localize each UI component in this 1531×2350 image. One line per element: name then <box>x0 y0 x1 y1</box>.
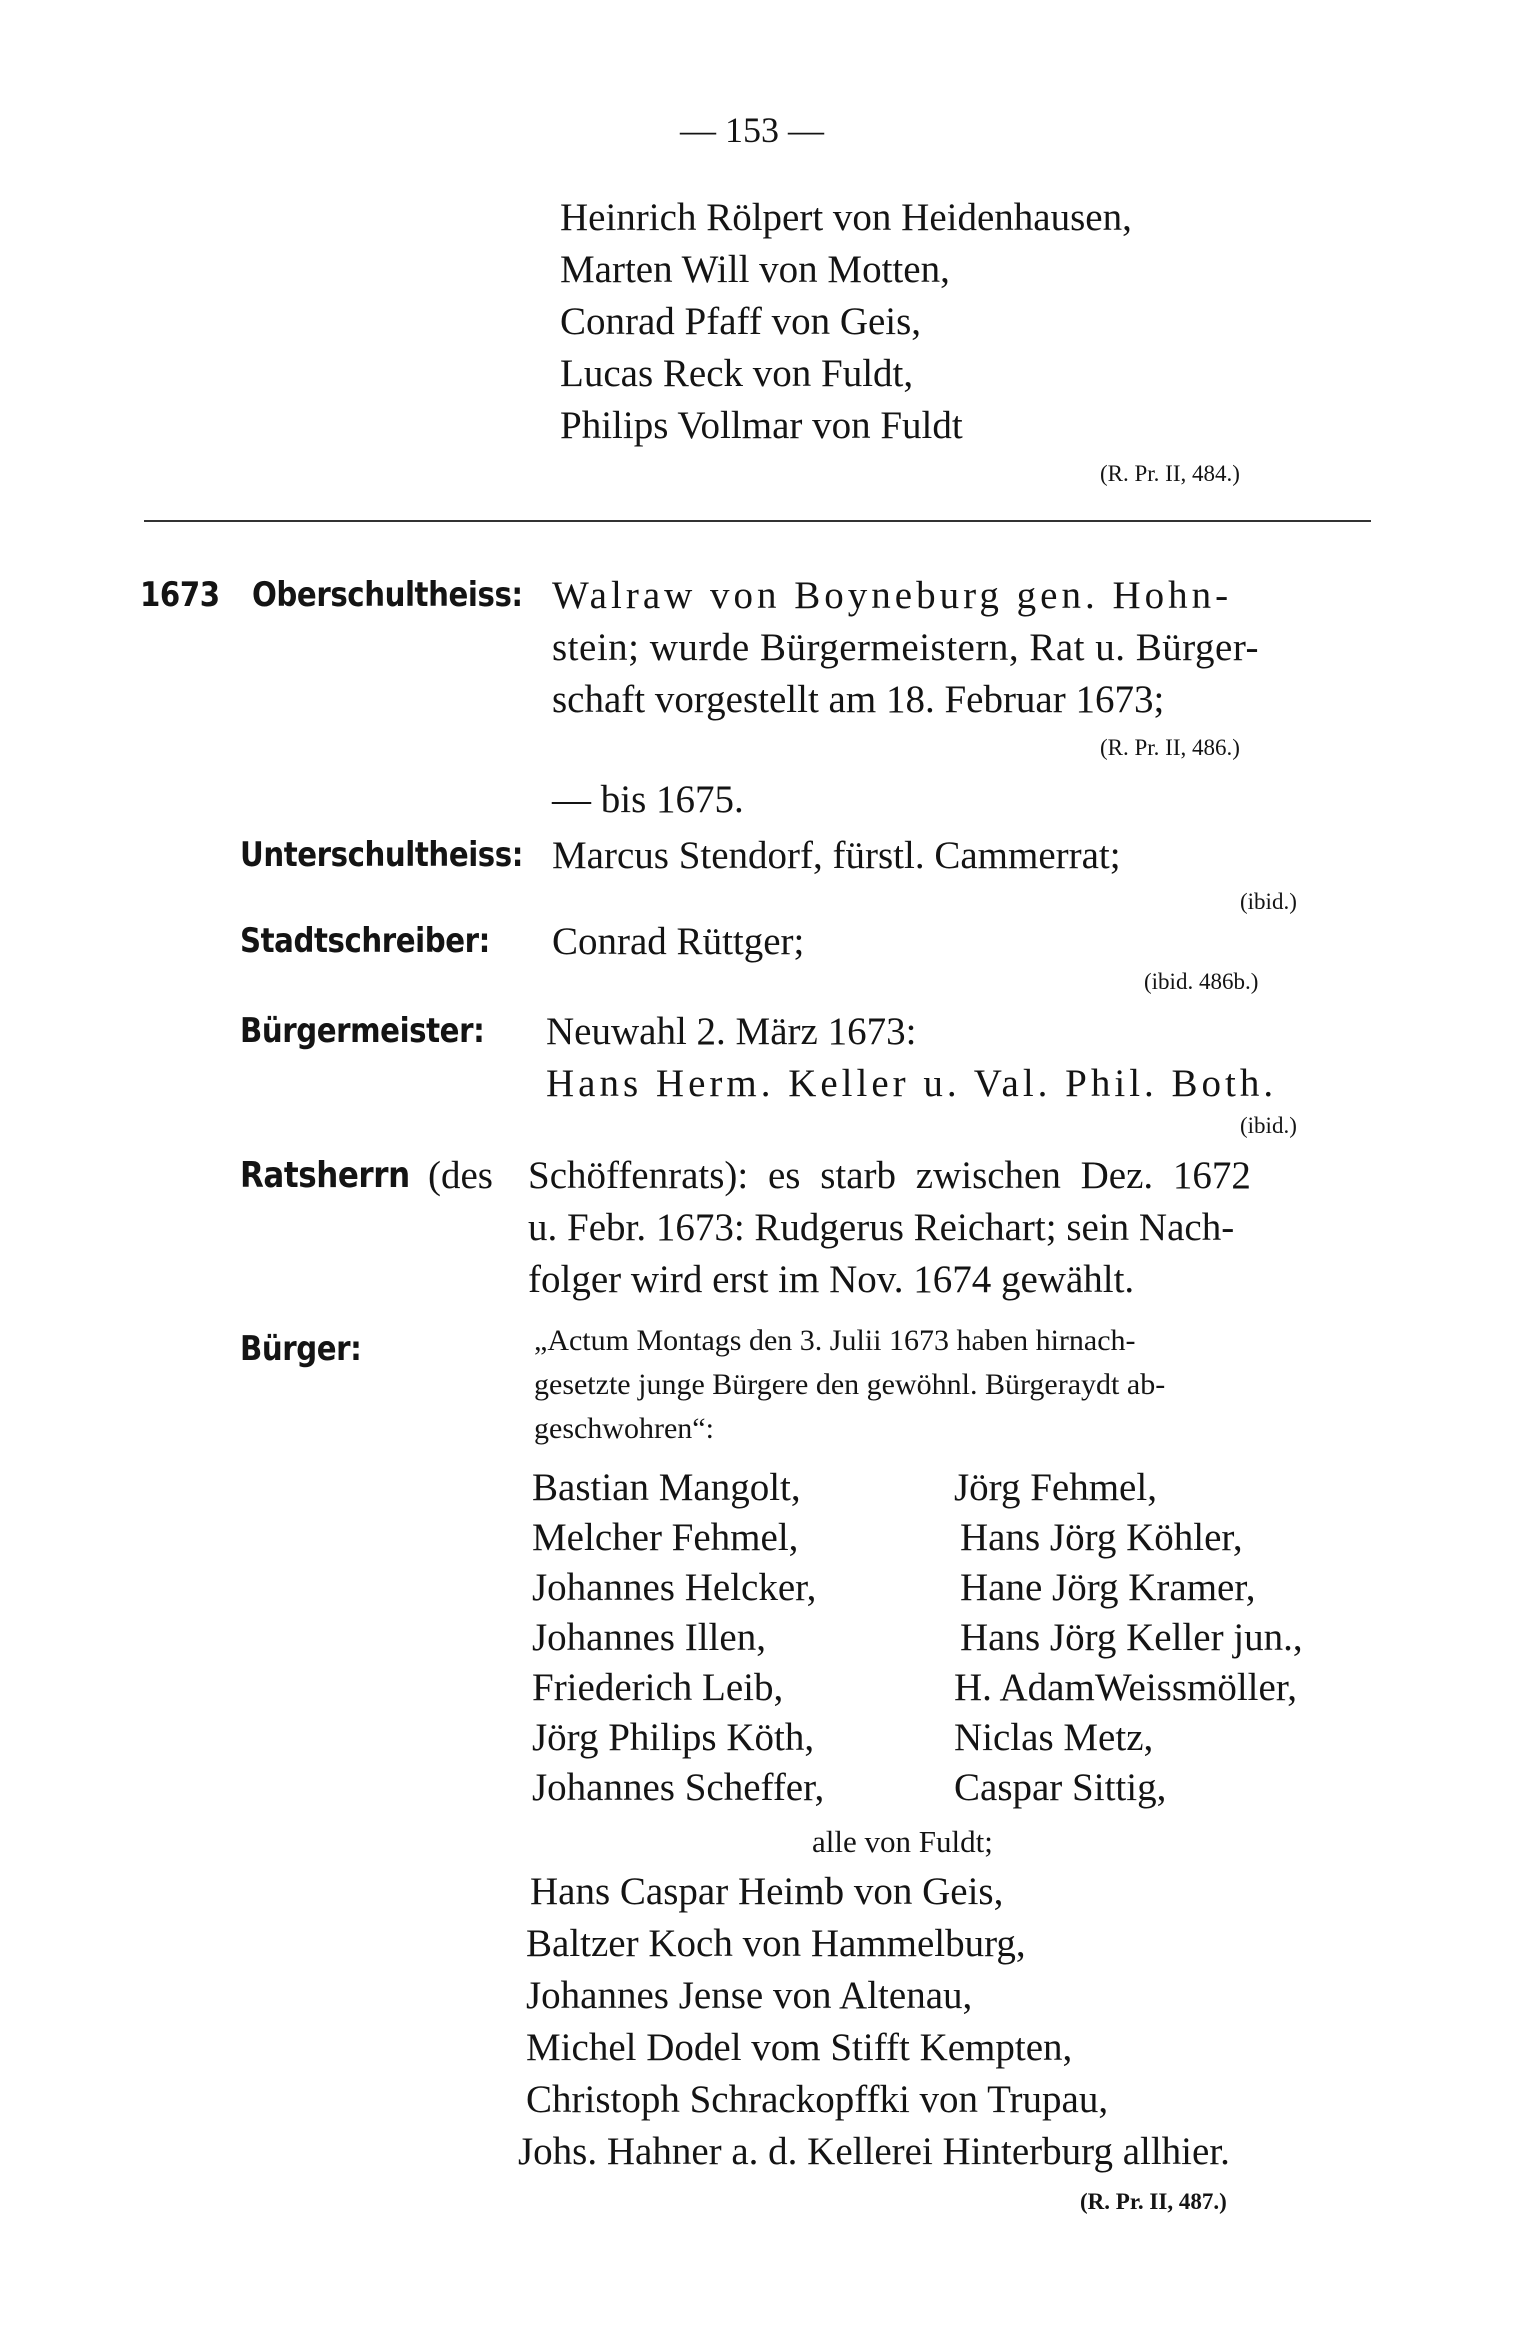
name-right: Jörg Fehmel, <box>954 1466 1157 1509</box>
section-divider <box>144 520 1371 522</box>
buerger-label: Bürger: <box>240 1329 362 1369</box>
name-line: Christoph Schrackopffki von Trupau, <box>526 2078 1109 2121</box>
name-line: Johannes Jense von Altenau, <box>526 1974 973 2017</box>
unterschultheiss-label: Unterschultheiss: <box>240 835 524 875</box>
year-label: 1673 <box>140 575 220 615</box>
name-left: Johannes Helcker, <box>532 1566 817 1609</box>
reference-citation: (ibid.) <box>1240 889 1297 914</box>
oberschultheiss-text: — bis 1675. <box>552 778 744 821</box>
name-line: Philips Vollmar von Fuldt <box>560 404 963 447</box>
name-right: Hans Jörg Keller jun., <box>960 1616 1303 1659</box>
buergermeister-label: Bürgermeister: <box>240 1011 485 1051</box>
name-right: Hans Jörg Köhler, <box>960 1516 1243 1559</box>
ratsherrn-label: Ratsherrn <box>240 1155 410 1196</box>
buergermeister-text: Hans Herm. Keller u. Val. Phil. Both. <box>546 1062 1278 1105</box>
name-right: Hane Jörg Kramer, <box>960 1566 1256 1609</box>
oberschultheiss-label: Oberschultheiss: <box>252 575 523 615</box>
name-right: H. AdamWeissmöller, <box>954 1666 1298 1709</box>
name-line: Marten Will von Motten, <box>560 248 950 291</box>
stadtschreiber-label: Stadtschreiber: <box>240 921 490 961</box>
stadtschreiber-text: Conrad Rüttger; <box>552 920 805 963</box>
oberschultheiss-text: stein; wurde Bürgermeistern, Rat u. Bürger- <box>552 626 1260 669</box>
reference-citation: (ibid. 486b.) <box>1144 969 1259 994</box>
name-right: Niclas Metz, <box>954 1716 1154 1759</box>
oberschultheiss-text: Walraw von Boyneburg gen. Hohn- <box>552 574 1233 617</box>
name-right: Caspar Sittig, <box>954 1766 1167 1809</box>
name-left: Melcher Fehmel, <box>532 1516 799 1559</box>
ratsherrn-text: folger wird erst im Nov. 1674 gewählt. <box>528 1258 1135 1301</box>
name-left: Johannes Scheffer, <box>532 1766 825 1809</box>
name-line: Michel Dodel vom Stifft Kempten, <box>526 2026 1073 2069</box>
unterschultheiss-text: Marcus Stendorf, fürstl. Cammerrat; <box>552 834 1121 877</box>
oberschultheiss-text: schaft vorgestellt am 18. Februar 1673; <box>552 678 1165 721</box>
name-line: Heinrich Rölpert von Heidenhausen, <box>560 196 1132 239</box>
ratsherrn-text: Schöffenrats): es starb zwischen Dez. 1672 <box>528 1154 1251 1197</box>
name-line: Johs. Hahner a. d. Kellerei Hinterburg allhier. <box>518 2130 1230 2173</box>
ratsherrn-text: u. Febr. 1673: Rudgerus Reichart; sein Nach- <box>528 1206 1235 1249</box>
name-line: Hans Caspar Heimb von Geis, <box>530 1870 1004 1913</box>
reference-citation: (R. Pr. II, 487.) <box>1080 2189 1227 2214</box>
reference-citation: (R. Pr. II, 486.) <box>1100 735 1240 760</box>
name-left: Bastian Mangolt, <box>532 1466 801 1509</box>
page-number: — 153 — <box>680 110 824 150</box>
ratsherrn-label-suffix: (des <box>428 1154 493 1197</box>
quote-text: gesetzte junge Bürgere den gewöhnl. Bürgeraydt ab- <box>534 1368 1166 1401</box>
name-line: Baltzer Koch von Hammelburg, <box>526 1922 1026 1965</box>
reference-citation: (R. Pr. II, 484.) <box>1100 461 1240 486</box>
name-line: Lucas Reck von Fuldt, <box>560 352 914 395</box>
alle-von-fuldt: alle von Fuldt; <box>812 1824 993 1859</box>
name-line: Conrad Pfaff von Geis, <box>560 300 922 343</box>
reference-citation: (ibid.) <box>1240 1113 1297 1138</box>
quote-text: „Actum Montags den 3. Julii 1673 haben hirnach- <box>534 1324 1136 1357</box>
quote-text: geschwohren“: <box>534 1412 714 1445</box>
name-left: Johannes Illen, <box>532 1616 766 1659</box>
name-left: Friederich Leib, <box>532 1666 784 1709</box>
name-left: Jörg Philips Köth, <box>532 1716 815 1759</box>
buergermeister-text: Neuwahl 2. März 1673: <box>546 1010 917 1053</box>
